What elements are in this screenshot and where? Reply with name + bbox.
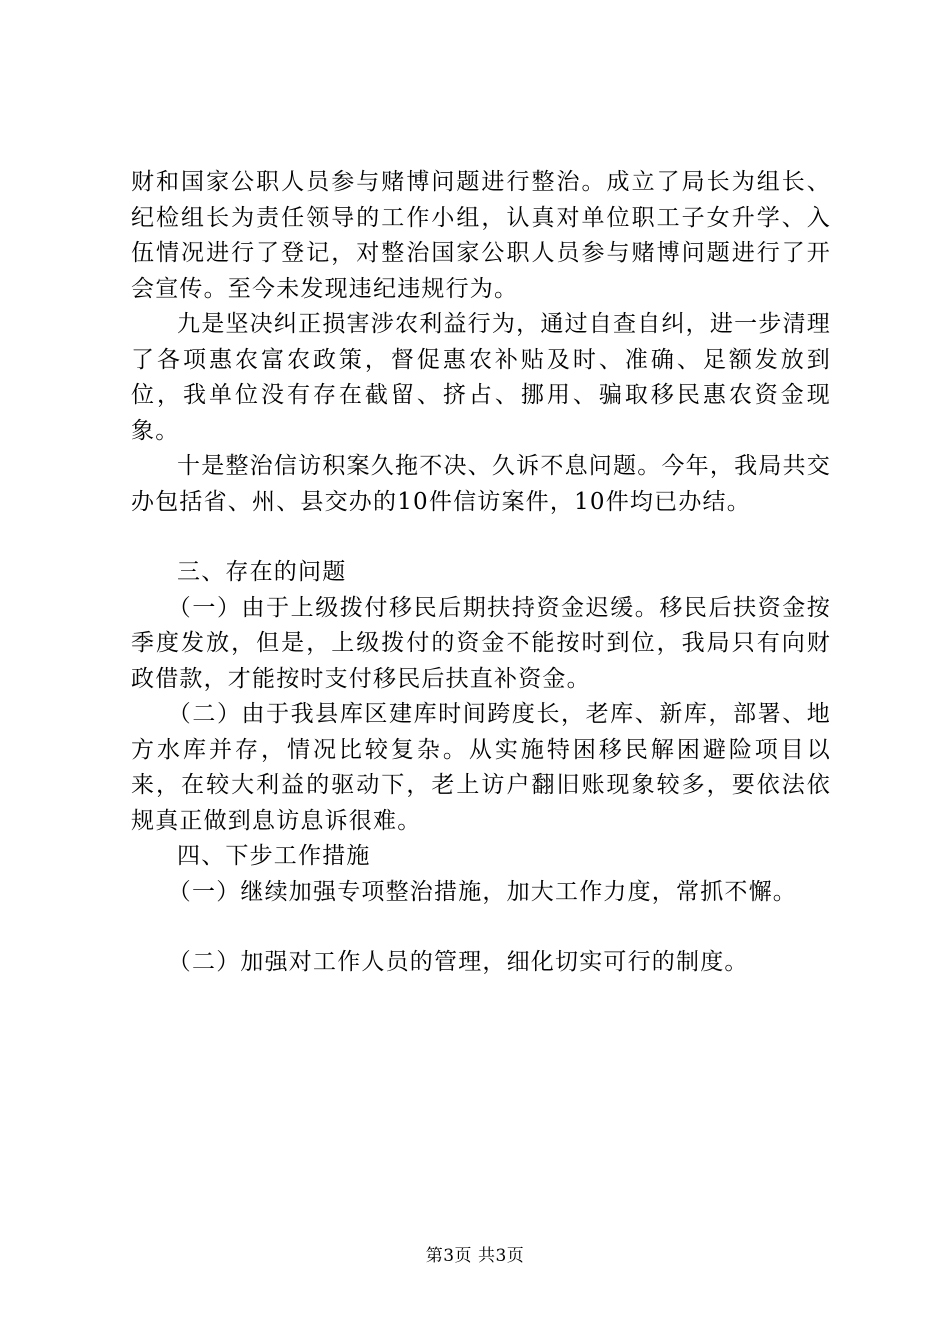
section-heading-problems: 三、存在的问题 <box>177 559 347 585</box>
document-body <box>131 165 831 981</box>
paragraph-measure-two: （二）加强对工作人员的管理，细化切实可行的制度。 <box>167 949 749 975</box>
paragraph-problem-two: （二）由于我县库区建库时间跨度长，老库、新库，部署、地方水库并存，情况比较复杂。从实施特困移民解困避险项目以来，在较大利益的驱动下，老上访户翻旧账现象较多，要依法依规真正做到息访息诉很难。 <box>131 701 831 834</box>
paragraph-item-ten: 十是整治信访积案久拖不决、久诉不息问题。今年，我局共交办包括省、州、县交办的10件信访案件，10件均已办结。 <box>131 453 831 515</box>
paragraph-measure-one: （一）继续加强专项整治措施，加大工作力度，常抓不懈。 <box>167 878 797 905</box>
paragraph-problem-one: （一）由于上级拨付移民后期扶持资金迟缓。移民后扶资金按季度发放，但是，上级拨付的资金不能按时到位，我局只有向财政借款，才能按时支付移民后扶直补资金。 <box>131 594 831 692</box>
section-heading-next-steps: 四、下步工作措施 <box>177 843 371 869</box>
paragraph-continued: 财和国家公职人员参与赌博问题进行整治。成立了局长为组长、纪检组长为责任领导的工作小组，认真对单位职工子女升学、入伍情况进行了登记，对整治国家公职人员参与赌博问题进行了开会宣传。至今未发现违纪违规行为。 <box>131 169 831 302</box>
page-number-footer: 第3页 共3页 <box>425 1246 525 1266</box>
paragraph-item-nine: 九是坚决纠正损害涉农利益行为，通过自查自纠，进一步清理了各项惠农富农政策，督促惠农补贴及时、准确、足额发放到位，我单位没有存在截留、挤占、挪用、骗取移民惠农资金现象。 <box>131 311 831 444</box>
